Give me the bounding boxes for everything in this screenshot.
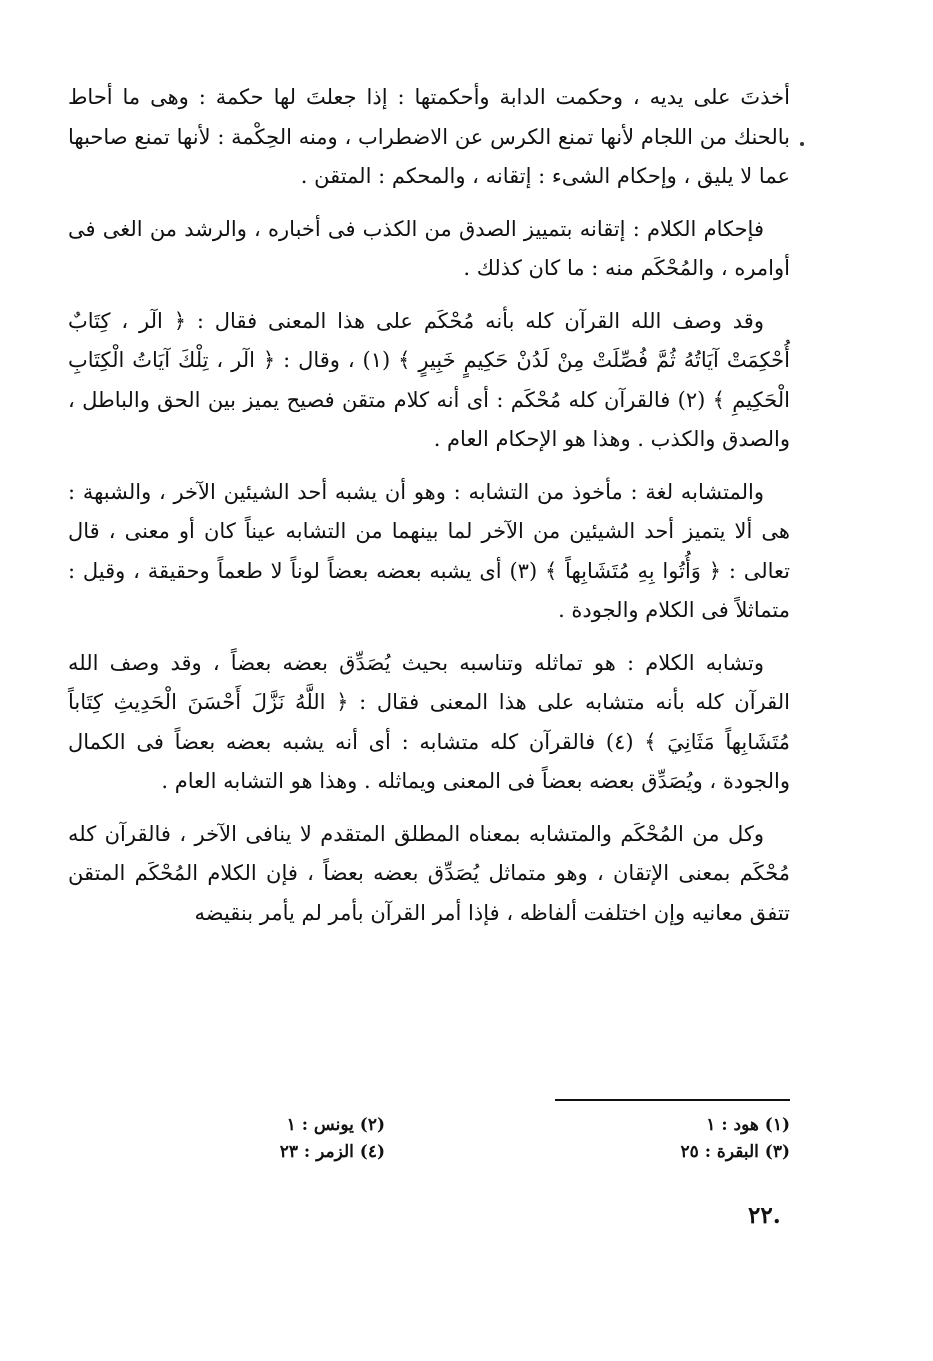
- paragraph-5: وتشابه الكلام : هو تماثله وتناسبه بحيث يُصَدِّق بعضه بعضاً ، وقد وصف الله القرآن كله بأنه متشابه على هذا المعنى فقال : ﴿ اللَّهُ نَزَّلَ أَحْسَنَ الْحَدِيثِ كِتَاباً مُتَشَابِهاً مَثَانِيَ ﴾ (٤) فالقرآن كله متشابه : أى أنه يشبه بعضه بعضاً فى الكمال والجودة ، ويُصَدِّق بعضه بعضاً فى المعنى ويماثله . وهذا هو التشابه العام .: [68, 650, 790, 793]
- footnote-1: (١) هود : ١: [706, 1115, 790, 1135]
- footnote-separator: [555, 1099, 790, 1101]
- footnote-column-left: [245, 1112, 385, 1166]
- paragraph-1: أخذتَ على يديه ، وحكمت الدابة وأحكمتها : إذا جعلتَ لها حكمة : وهى ما أحاط بالحنك من اللجام لأنها تمنع الكرس عن الاضطراب ، ومنه الحِكْمة : لأنها تمنع صاحبها عما لا يليق ، وإحكام الشىء : إتقانه ، والمحكم : المتقن .: [68, 85, 790, 188]
- footnote-2: (٢) يونس : ١: [286, 1115, 385, 1135]
- footnote-column-right: [590, 1112, 790, 1166]
- paragraph-6: وكل من المُحْكَم والمتشابه بمعناه المطلق المتقدم لا ينافى الآخر ، فالقرآن كله مُحْكَم بمعنى الإتقان ، وهو متماثل يُصَدِّق بعضه بعضاً ، فإن الكلام المُحْكَم المتقن تتفق معانيه وإن اختلفت ألفاظه ، فإذا أمر القرآن بأمر لم يأمر بنقيضه: [68, 821, 790, 925]
- page-number: ٢٢.: [748, 1202, 781, 1229]
- paragraph-3: وقد وصف الله القرآن كله بأنه مُحْكَم على هذا المعنى فقال : ﴿ الٓر ، كِتَابٌ أُحْكِمَتْ آيَاتُهُ ثُمَّ فُصِّلَتْ مِنْ لَدُنْ حَكِيمٍ خَبِيرٍ ﴾ (١) ، وقال : ﴿ الٓر ، تِلْكَ آيَاتُ الْكِتَابِ الْحَكِيمِ ﴾ (٢) فالقرآن كله مُحْكَم : أى أنه كلام متقن فصيح يميز بين الحق والباطل ، والصدق والكذب . وهذا هو الإحكام العام .: [68, 308, 790, 451]
- scan-speck: [800, 142, 804, 146]
- footnote-4: (٤) الزمر : ٢٣: [279, 1142, 385, 1162]
- paragraph-4: والمتشابه لغة : مأخوذ من التشابه : وهو أن يشبه أحد الشيئين الآخر ، والشبهة : هى ألا يتميز أحد الشيئين من الآخر لما بينهما من التشابه عيناً كان أو معنى ، قال تعالى : ﴿ وَأُتُوا بِهِ مُتَشَابِهاً ﴾ (٣) أى يشبه بعضه بعضاً لوناً لا طعماً وحقيقة ، وقيل : متماثلاً فى الكلام والجودة .: [68, 479, 790, 622]
- paragraph-2: فإحكام الكلام : إتقانه بتمييز الصدق من الكذب فى أخباره ، والرشد من الغى فى أوامره ، والمُحْكَم منه : ما كان كذلك .: [68, 216, 790, 280]
- footnote-3: (٣) البقرة : ٢٥: [680, 1142, 790, 1162]
- main-text-block: [68, 78, 790, 946]
